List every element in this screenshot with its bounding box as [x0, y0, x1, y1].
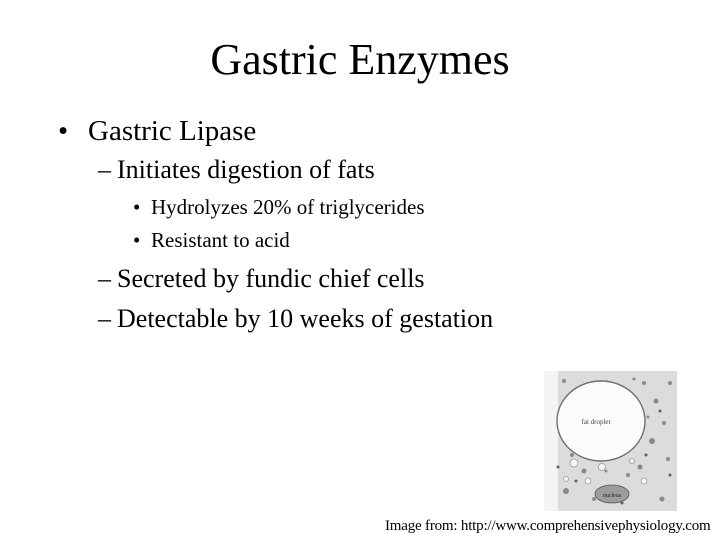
subbullet-detectable: [98, 304, 493, 334]
bullet-marker: •: [58, 115, 69, 147]
bullet-marker: •: [133, 228, 141, 252]
subsubbullet-text: Hydrolyzes 20% of triglycerides: [151, 195, 425, 219]
subsubbullet-hydrolyzes: [133, 195, 425, 219]
dash-marker: –: [98, 304, 111, 333]
subbullet-initiates-digestion: [98, 155, 375, 185]
subbullet-text: Secreted by fundic chief cells: [117, 264, 425, 293]
bullet-gastric-lipase: [58, 114, 256, 148]
dash-marker: –: [98, 155, 111, 184]
left-edge-light: [544, 371, 558, 511]
nucleus-label: nucleus: [602, 493, 622, 499]
slide-title: Gastric Enzymes: [210, 35, 510, 84]
subbullet-text: Initiates digestion of fats: [117, 155, 375, 184]
subbullet-secreted: [98, 264, 425, 294]
bullet-text: Gastric Lipase: [88, 115, 257, 147]
subsubbullet-text: Resistant to acid: [151, 228, 290, 252]
bullet-marker: •: [133, 195, 141, 219]
subbullet-text: Detectable by 10 weeks of gestation: [117, 304, 494, 333]
fat-droplet-label: fat droplet: [581, 418, 611, 426]
subsubbullet-resistant: [133, 228, 290, 252]
dash-marker: –: [98, 264, 111, 293]
micrograph-image: [544, 371, 677, 511]
micrograph-drawing: [544, 371, 677, 511]
image-source-caption: Image from: http://www.comprehensivephysiology.com: [385, 518, 711, 534]
